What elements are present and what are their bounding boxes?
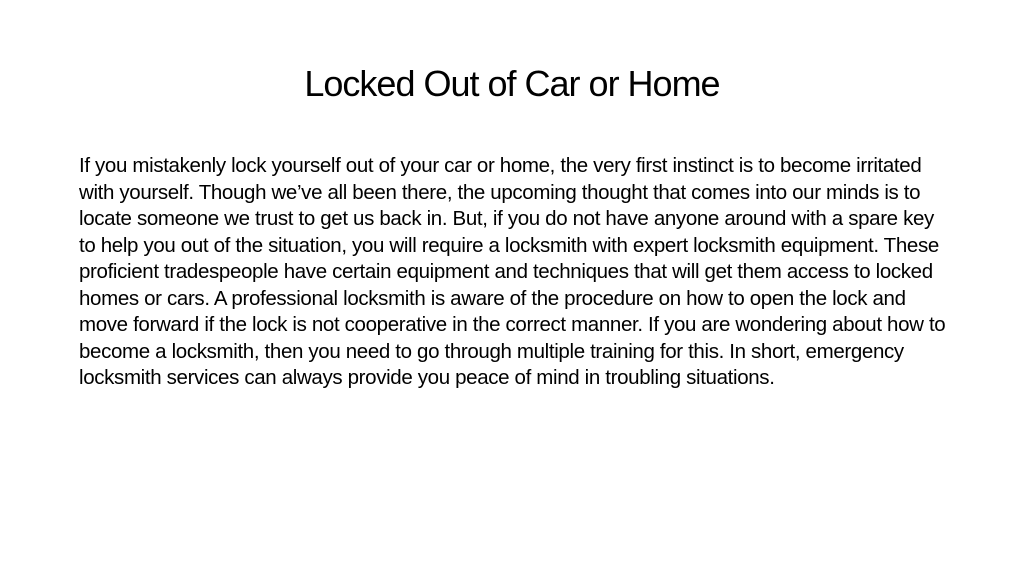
slide-title: Locked Out of Car or Home	[304, 63, 720, 104]
slide-body-text: If you mistakenly lock yourself out of your car or home, the very first instinct is to become irritated with yourself. Though we’ve all been there, the upcoming thought that comes into our minds is to locate someone we trust to get us back in. But, if you do not have anyone around with a spare key to help you out of the situation, you will require a locksmith with expert locksmith equipment. These proficient tradespeople have certain equipment and techniques that will get them access to locked homes or cars. A professional locksmith is aware of the procedure on how to open the lock and move forward if the lock is not cooperative in the correct manner. If you are wondering about how to become a locksmith, then you need to go through multiple training for this. In short, emergency locksmith services can always provide you peace of mind in troubling situations.	[79, 154, 946, 389]
